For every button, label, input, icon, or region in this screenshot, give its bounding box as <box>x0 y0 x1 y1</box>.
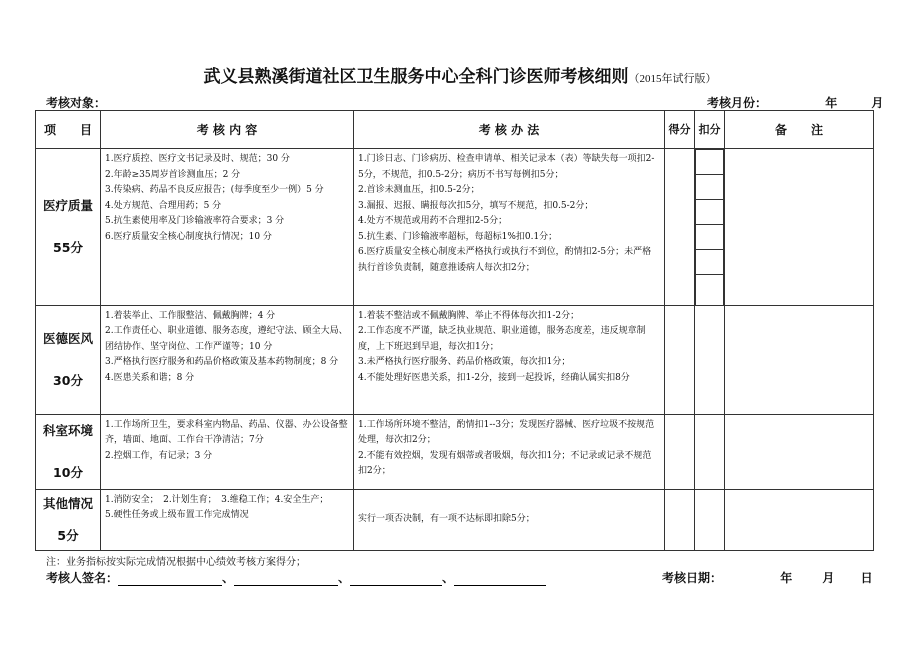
document-title <box>0 62 920 87</box>
remark-cell[interactable] <box>725 414 874 489</box>
category-cell <box>36 149 101 306</box>
table-header-row <box>36 111 874 149</box>
category-name: 医德医风 <box>42 330 93 346</box>
method-line: 6.医疗质量安全核心制度未严格执行或执行不到位，酌情扣2-5分；未严格执行首诊负责制，随意推诿病人每次扣2分； <box>358 247 652 273</box>
method-line: 1.工作场所环境不整洁，酌情扣1--3分；发现医疗器械、医疗垃圾不按规范处理，每次扣2分； <box>358 419 655 445</box>
header-method: 考 核 办 法 <box>354 111 665 149</box>
month-label: 考核月份： <box>707 96 768 110</box>
category-points: 10分 <box>53 464 83 480</box>
content-line: 5.硬性任务或上级布置工作完成情况 <box>105 510 249 520</box>
signer-label: 考核人签名： <box>46 571 119 585</box>
footnote: 注：业务指标按实际完成情况根据中心绩效考核方案得分； <box>46 557 306 568</box>
signer-separator: 、 <box>222 571 235 585</box>
table-row <box>36 414 874 489</box>
content-line: 2.工作责任心、职业道德、服务态度，遵纪守法、顾全大局、团结协作、坚守岗位、工作严谨等；10 分 <box>105 326 348 352</box>
date-month-unit: 月 <box>822 571 835 585</box>
category-points: 55分 <box>53 239 83 255</box>
category-points: 30分 <box>53 372 83 388</box>
content-line: 2.年龄≥35周岁首诊测血压；2 分 <box>105 169 241 180</box>
header-deduct: 扣分 <box>695 111 725 149</box>
signer-blank[interactable] <box>350 572 442 586</box>
method-cell <box>354 489 665 550</box>
deduct-cell[interactable] <box>695 489 725 550</box>
method-line: 1.着装不整洁或不佩戴胸牌、举止不得体每次扣1-2分； <box>358 310 580 321</box>
signer-field <box>46 569 546 586</box>
method-cell <box>354 414 665 489</box>
content-line: 4.处方规范、合理用药；5 分 <box>105 200 222 211</box>
table-row <box>36 489 874 550</box>
deduct-cell[interactable] <box>695 305 725 414</box>
header-content: 考 核 内 容 <box>101 111 354 149</box>
method-line: 5.抗生素、门诊输液率超标，每超标1%扣0.1分； <box>358 231 558 242</box>
title-version-note: （2015年试行版） <box>628 73 717 85</box>
deduct-input[interactable] <box>696 225 724 250</box>
table-row <box>36 149 874 306</box>
method-line: 4.处方不规范或用药不合理扣2-5分； <box>358 216 508 226</box>
header-score: 得分 <box>665 111 695 149</box>
content-cell <box>101 414 354 489</box>
method-line: 3.漏报、迟报、瞒报每次扣5分，填写不规范，扣0.5-2分； <box>358 200 594 211</box>
deduct-input[interactable] <box>696 250 724 275</box>
score-cell[interactable] <box>665 489 695 550</box>
subject-label: 考核对象： <box>46 96 107 110</box>
deduct-input[interactable] <box>696 200 724 225</box>
month-year-unit: 年 <box>825 96 838 110</box>
category-cell <box>36 489 101 550</box>
category-name: 医疗质量 <box>42 197 93 213</box>
date-label: 考核日期： <box>662 571 723 585</box>
content-line: 4.医患关系和谐；8 分 <box>105 372 195 383</box>
remark-cell[interactable] <box>725 489 874 550</box>
content-line: 1.着装举止、工作服整洁、佩戴胸牌；4 分 <box>105 310 276 321</box>
category-cell <box>36 305 101 414</box>
method-cell <box>354 305 665 414</box>
deduct-subgrid <box>695 149 724 305</box>
content-line: 1.工作场所卫生，要求科室内物品、药品、仪器、办公设备整齐，墙面、地面、工作台干净清洁；7分 <box>105 419 348 445</box>
content-line: 3.传染病、药品不良反应报告；(每季度至少一例）5 分 <box>105 185 324 195</box>
remark-cell[interactable] <box>725 305 874 414</box>
remark-cell[interactable] <box>725 149 874 306</box>
date-day-unit: 日 <box>860 571 873 585</box>
deduct-input[interactable] <box>696 150 724 175</box>
content-line: 5.抗生素使用率及门诊输液率符合要求；3 分 <box>105 216 285 226</box>
signer-blank[interactable] <box>118 572 222 586</box>
category-name: 科室环境 <box>42 422 93 438</box>
table-row <box>36 305 874 414</box>
method-line: 2.工作态度不严谨，缺乏执业规范、职业道德，服务态度差，违反规章制度，上下班迟到早退，每次扣1分； <box>358 326 646 352</box>
deduct-input[interactable] <box>696 275 724 305</box>
content-line: 3.严格执行医疗服务和药品价格政策及基本药物制度；8 分 <box>105 357 339 367</box>
content-line: 2.控烟工作，有记录；3 分 <box>105 450 213 461</box>
content-cell <box>101 149 354 306</box>
signer-separator: 、 <box>338 571 351 585</box>
content-cell <box>101 489 354 550</box>
subject-blank[interactable] <box>106 97 246 111</box>
month-month-unit: 月 <box>871 96 884 110</box>
content-cell <box>101 305 354 414</box>
method-cell <box>354 149 665 306</box>
date-field <box>662 569 873 586</box>
header-remark: 备 注 <box>725 111 874 149</box>
signer-separator: 、 <box>442 571 455 585</box>
signer-blank[interactable] <box>234 572 338 586</box>
header-item: 项 目 <box>36 111 101 149</box>
title-text: 武义县熟溪街道社区卫生服务中心全科门诊医师考核细则 <box>203 67 629 87</box>
category-name: 其他情况 <box>42 495 93 511</box>
category-cell <box>36 414 101 489</box>
month-field <box>707 94 883 111</box>
method-line: 1.门诊日志、门诊病历、检查申请单、相关记录本（表）等缺失每一项扣2-5分，不规范，扣0.5-2分；病历不书写每例扣5分； <box>358 154 655 180</box>
subject-field <box>46 94 246 111</box>
signer-blank[interactable] <box>454 572 546 586</box>
deduct-input[interactable] <box>696 175 724 200</box>
method-line: 2.首诊未测血压，扣0.5-2分； <box>358 185 480 195</box>
method-line: 2.不能有效控烟，发现有烟蒂或者吸烟，每次扣1分；不记录或记录不规范扣2分； <box>358 450 652 476</box>
content-line: 1.消防安全； 2.计划生育； 3.维稳工作；4.安全生产； <box>105 494 329 505</box>
score-cell[interactable] <box>665 149 695 306</box>
assessment-table <box>35 110 874 551</box>
deduct-cell[interactable] <box>695 414 725 489</box>
content-line: 6.医疗质量安全核心制度执行情况；10 分 <box>105 231 272 242</box>
score-cell[interactable] <box>665 414 695 489</box>
method-line: 实行一项否决制，有一项不达标即扣除5分； <box>358 513 535 524</box>
score-cell[interactable] <box>665 305 695 414</box>
deduct-cell <box>695 149 725 306</box>
date-year-unit: 年 <box>780 571 793 585</box>
method-line: 3.未严格执行医疗服务、药品价格政策，每次扣1分； <box>358 357 571 367</box>
category-points: 5分 <box>57 527 79 543</box>
method-line: 4.不能处理好医患关系，扣1-2分，接到一起投诉，经确认属实扣8分 <box>358 372 630 383</box>
content-line: 1.医疗质控、医疗文书记录及时、规范；30 分 <box>105 154 290 164</box>
